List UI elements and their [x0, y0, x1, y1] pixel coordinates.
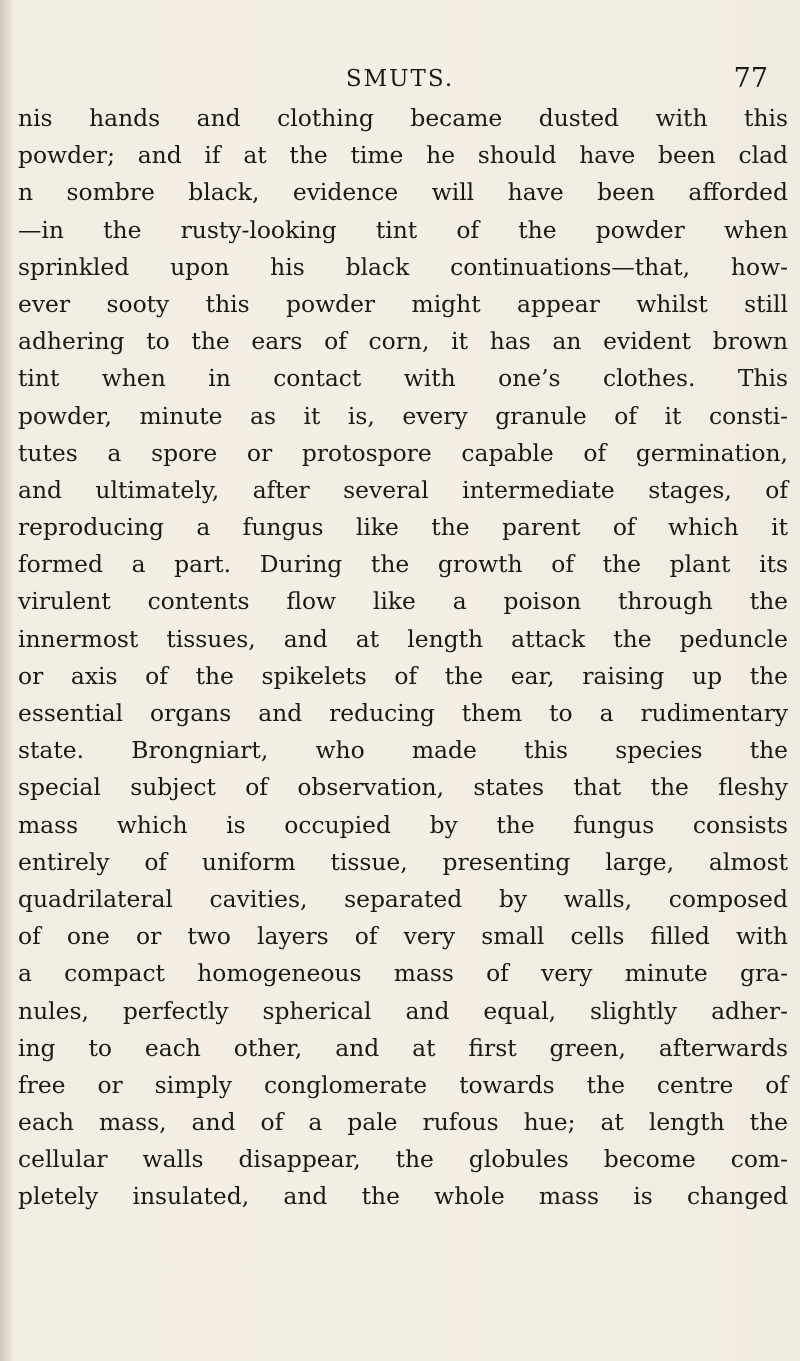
- binding-gutter-shadow: [0, 0, 14, 1361]
- text-line: of one or two layers of very small cells filled with: [18, 922, 788, 951]
- text-line: nis hands and clothing became dusted with this: [18, 104, 788, 132]
- text-line: n sombre black, evidence will have been afforded: [18, 178, 788, 207]
- text-line: powder, minute as it is, every granule of it consti-: [18, 401, 788, 430]
- text-line: special subject of observation, states that the fleshy: [18, 773, 788, 802]
- text-line: each mass, and of a pale rufous hue; at length the: [18, 1108, 788, 1137]
- text-line: virulent contents flow like a poison through the: [18, 587, 788, 616]
- text-line: ever sooty this powder might appear whilst still: [18, 289, 788, 318]
- text-line: essential organs and reducing them to a rudimentary: [18, 699, 788, 727]
- text-line: a compact homogeneous mass of very minute gra-: [18, 959, 788, 988]
- text-line: ing to each other, and at first green, afterwards: [18, 1033, 788, 1062]
- text-line: or axis of the spikelets of the ear, raising up the: [18, 661, 788, 690]
- page-number: 77: [733, 63, 768, 94]
- text-line: pletely insulated, and the whole mass is changed: [18, 1182, 788, 1211]
- text-line: powder; and if at the time he should have been clad: [18, 141, 788, 170]
- text-line: —in the rusty-looking tint of the powder when: [18, 215, 788, 244]
- body-text: [18, 100, 788, 1216]
- text-line: state. Brongniart, who made this species the: [18, 736, 788, 765]
- running-head: [0, 59, 800, 99]
- text-line: entirely of uniform tissue, presenting large, almost: [18, 847, 788, 876]
- text-line: mass which is occupied by the fungus consists: [18, 810, 788, 839]
- text-line: innermost tissues, and at length attack the peduncle: [18, 624, 788, 653]
- text-line: sprinkled upon his black continuations—that, how-: [18, 252, 788, 281]
- text-line: reproducing a fungus like the parent of which it: [18, 513, 788, 542]
- text-line: nules, perfectly spherical and equal, slightly adher-: [18, 996, 788, 1025]
- text-line: tint when in contact with one’s clothes. This: [18, 364, 788, 393]
- text-line: free or simply conglomerate towards the centre of: [18, 1070, 788, 1099]
- text-line: and ultimately, after several intermediate stages, of: [18, 475, 788, 504]
- running-title: SMUTS.: [345, 66, 455, 92]
- text-line: quadrilateral cavities, separated by walls, composed: [18, 884, 788, 913]
- text-line: cellular walls disappear, the globules become com-: [18, 1145, 788, 1174]
- text-line: tutes a spore or protospore capable of germination,: [18, 438, 788, 467]
- text-line: adhering to the ears of corn, it has an evident brown: [18, 327, 788, 356]
- text-line: formed a part. During the growth of the plant its: [18, 550, 788, 579]
